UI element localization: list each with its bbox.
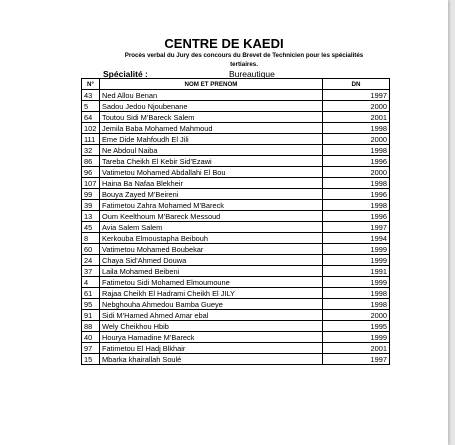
row-dn: 1999 <box>323 244 390 255</box>
row-dn: 1998 <box>323 288 390 299</box>
header-name: NOM ET PRENOM <box>100 79 323 90</box>
table-row <box>82 200 390 211</box>
speciality-value: Bureautique <box>229 69 275 79</box>
row-number: 64 <box>82 112 100 123</box>
row-dn: 1999 <box>323 277 390 288</box>
row-number: 15 <box>82 354 100 365</box>
row-dn: 2000 <box>323 167 390 178</box>
row-number: 40 <box>82 332 100 343</box>
row-name: Ne Abdoul Naiba <box>100 145 323 156</box>
row-name: Nebghouha Ahmedou Bamba Gueye <box>100 299 323 310</box>
row-name: Eme Dide Mahfoudh El Jili <box>100 134 323 145</box>
row-name: Chaya Sid’Ahmed Douwa <box>100 255 323 266</box>
table-row <box>82 310 390 321</box>
table-row <box>82 222 390 233</box>
row-number: 5 <box>82 101 100 112</box>
table-row <box>82 277 390 288</box>
row-name: Sadou Jedou Njoubenane <box>100 101 323 112</box>
table-row <box>82 332 390 343</box>
table-row <box>82 112 390 123</box>
table-row <box>82 134 390 145</box>
row-name: Tareba Cheikh El Kebir Sid’Ezawi <box>100 156 323 167</box>
row-number: 95 <box>82 299 100 310</box>
table-row <box>82 156 390 167</box>
row-dn: 1999 <box>323 255 390 266</box>
row-number: 96 <box>82 167 100 178</box>
row-name: Fatimetou El Hadj Blkhair <box>100 343 323 354</box>
row-name: Toutou Sidi M’Bareck Salem <box>100 112 323 123</box>
row-name: Oum Keelthoum M’Bareck Messoud <box>100 211 323 222</box>
candidates-table <box>81 78 390 365</box>
row-number: 8 <box>82 233 100 244</box>
row-dn: 1997 <box>323 354 390 365</box>
table-header-row <box>82 79 390 90</box>
row-dn: 2000 <box>323 310 390 321</box>
row-number: 39 <box>82 200 100 211</box>
table-row <box>82 178 390 189</box>
table-row <box>82 299 390 310</box>
table-row <box>82 123 390 134</box>
table-row <box>82 189 390 200</box>
table-row <box>82 321 390 332</box>
row-number: 32 <box>82 145 100 156</box>
row-name: Rajaa Cheikh El Hadrami Cheikh El JILY <box>100 288 323 299</box>
row-dn: 1996 <box>323 211 390 222</box>
table-row <box>82 288 390 299</box>
row-number: 107 <box>82 178 100 189</box>
table-row <box>82 90 390 101</box>
row-name: Mbarka khairallah Soulé <box>100 354 323 365</box>
row-name: Hourya Hamadine M’Bareck <box>100 332 323 343</box>
table-row <box>82 211 390 222</box>
row-number: 111 <box>82 134 100 145</box>
row-number: 45 <box>82 222 100 233</box>
row-name: Laila Mohamed Beibeni <box>100 266 323 277</box>
row-dn: 1998 <box>323 123 390 134</box>
table-row <box>82 255 390 266</box>
row-dn: 1998 <box>323 200 390 211</box>
row-dn: 1998 <box>323 178 390 189</box>
document-subtitle: Procès verbal du Jury des concours du Brevet de Technicien pour les spécialités tertiaires. <box>124 52 364 68</box>
row-dn: 2001 <box>323 112 390 123</box>
table-row <box>82 354 390 365</box>
table-row <box>82 167 390 178</box>
row-number: 88 <box>82 321 100 332</box>
row-name: Wely Cheikhou Hbib <box>100 321 323 332</box>
row-number: 24 <box>82 255 100 266</box>
row-number: 13 <box>82 211 100 222</box>
row-dn: 1999 <box>323 332 390 343</box>
row-name: Vatimetou Mohamed Abdallahi El Bou <box>100 167 323 178</box>
row-dn: 1996 <box>323 156 390 167</box>
row-number: 43 <box>82 90 100 101</box>
row-dn: 2000 <box>323 101 390 112</box>
row-name: Vatimetou Mohamed Boubekar <box>100 244 323 255</box>
row-dn: 1998 <box>323 145 390 156</box>
row-dn: 1998 <box>323 299 390 310</box>
row-name: Fatimetou Zahra Mohamed M’Bareck <box>100 200 323 211</box>
table-row <box>82 244 390 255</box>
row-dn: 1996 <box>323 189 390 200</box>
row-dn: 1991 <box>323 266 390 277</box>
row-name: Sidi M’Hamed Ahmed Amar ebal <box>100 310 323 321</box>
speciality-label: Spécialité : <box>103 69 148 79</box>
row-number: 91 <box>82 310 100 321</box>
row-number: 102 <box>82 123 100 134</box>
table-row <box>82 233 390 244</box>
row-name: Kerkouba Elmoustapha Beibouh <box>100 233 323 244</box>
row-name: Fatimetou Sidi Mohamed Elmoumoune <box>100 277 323 288</box>
row-number: 4 <box>82 277 100 288</box>
row-number: 60 <box>82 244 100 255</box>
row-number: 99 <box>82 189 100 200</box>
row-number: 61 <box>82 288 100 299</box>
row-name: Avia Salem Salem <box>100 222 323 233</box>
row-dn: 1995 <box>323 321 390 332</box>
row-number: 86 <box>82 156 100 167</box>
row-name: Ned Allou Benan <box>100 90 323 101</box>
row-dn: 1997 <box>323 222 390 233</box>
table-row <box>82 145 390 156</box>
row-name: Haina Ba Nafaa Blekheir <box>100 178 323 189</box>
row-dn: 1994 <box>323 233 390 244</box>
row-name: Jemila Baba Mohamed Mahmoud <box>100 123 323 134</box>
row-dn: 2001 <box>323 343 390 354</box>
header-dn: DN <box>323 79 390 90</box>
row-number: 97 <box>82 343 100 354</box>
header-number: N° <box>82 79 100 90</box>
table-row <box>82 343 390 354</box>
row-number: 37 <box>82 266 100 277</box>
table-row <box>82 101 390 112</box>
table-row <box>82 266 390 277</box>
document-title: CENTRE DE KAEDI <box>164 36 284 51</box>
row-name: Bouya Zayed M’Beireni <box>100 189 323 200</box>
row-dn: 2000 <box>323 134 390 145</box>
row-dn: 1997 <box>323 90 390 101</box>
